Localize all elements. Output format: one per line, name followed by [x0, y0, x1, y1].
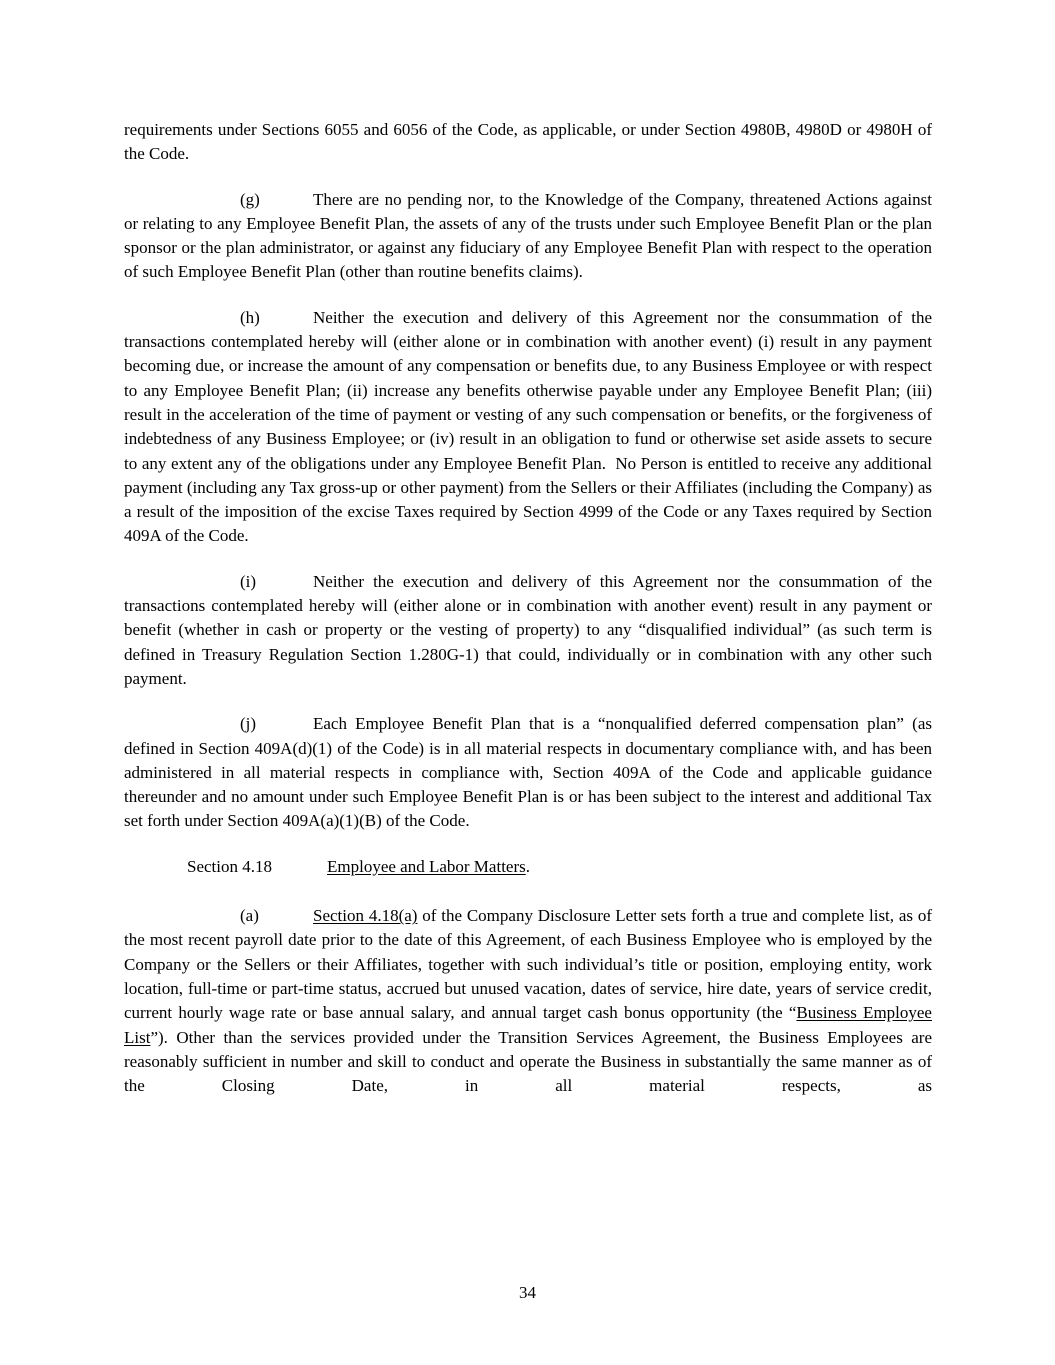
paragraph-g-label-tab	[240, 188, 313, 212]
paragraph-j	[124, 712, 932, 833]
paragraph-h-text: Neither the execution and delivery of this Agreement nor the consummation of the transactions contemplated hereby will (either alone or in combination with another event) (i) result in any payment becoming due, or increase the amount of any compensation or benefits due, to any Business Employee or with respect to any Employee Benefit Plan; (ii) increase any benefits otherwise payable under any Employee Benefit Plan; (iii) result in the acceleration of the time of payment or vesting of any such compensation or benefits, or the forgiveness of indebtedness of any Business Employee; or (iv) result in an obligation to fund or otherwise set aside assets to secure to any extent any of the obligations under any Employee Benefit Plan. No Person is entitled to receive any additional payment (including any Tax gross-up or other payment) from the Sellers or their Affiliates (including the Company) as a result of the imposition of the excise Taxes required by Section 4999 of the Code or any Taxes required by Section 409A of the Code.	[124, 307, 932, 546]
paragraph-g	[124, 188, 932, 285]
paragraph-continuation	[124, 118, 932, 167]
defined-term: Business Employee List	[124, 1003, 932, 1047]
paragraph-j-label-tab	[240, 712, 313, 736]
paragraph-j-label: (j)	[240, 714, 257, 734]
section-title: Employee and Labor Matters	[327, 856, 526, 876]
section-number: Section 4.18	[187, 856, 272, 876]
page-body	[124, 118, 932, 1119]
paragraph-a	[124, 904, 932, 1098]
section-heading	[124, 855, 932, 879]
paragraph-a-label-tab	[240, 904, 313, 928]
paragraph-g-text: There are no pending nor, to the Knowledge of the Company, threatened Actions against or relating to any Employee Benefit Plan, the assets of any of the trusts under such Employee Benefit Plan or the plan sponsor or the plan administrator, or against any fiduciary of any Employee Benefit Plan with respect to the operation of such Employee Benefit Plan (other than routine benefits claims).	[124, 189, 932, 282]
paragraph-h-label-tab	[240, 306, 313, 330]
paragraph-a-label: (a)	[240, 906, 259, 926]
paragraph-i-label: (i)	[240, 571, 257, 591]
paragraph-h-label: (h)	[240, 307, 260, 327]
page-number: 34	[519, 1283, 536, 1302]
section-title-period: .	[525, 856, 530, 876]
paragraph-a-text-2: ”). Other than the services provided under the Transition Services Agreement, the Business Employees are reasonably sufficient in number and skill to conduct and operate the Business in substantially the same manner as of the Closing Date, in all material respects, as	[124, 1027, 932, 1096]
section-reference: Section 4.18(a)	[313, 906, 418, 926]
paragraph-g-label: (g)	[240, 189, 260, 209]
section-number-tab	[187, 855, 327, 879]
paragraph-a-text-1: of the Company Disclosure Letter sets forth a true and complete list, as of the most recent payroll date prior to the date of this Agreement, of each Business Employee who is employed by the Company or the Sellers or their Affiliates, together with such individual’s title or position, employing entity, work location, full-time or part-time status, accrued but unused vacation, dates of service, hire date, years of service credit, current hourly wage rate or base annual salary, and annual target cash bonus opportunity (the “	[124, 906, 932, 1023]
paragraph-h	[124, 306, 932, 549]
paragraph-i-text: Neither the execution and delivery of this Agreement nor the consummation of the transactions contemplated hereby will (either alone or in combination with another event) result in any payment or benefit (whether in cash or property or the vesting of property) to any “disqualified individual” (as such term is defined in Treasury Regulation Section 1.280G-1) that could, individually or in combination with any other such payment.	[124, 571, 932, 688]
paragraph-i-label-tab	[240, 570, 313, 594]
paragraph-j-text: Each Employee Benefit Plan that is a “nonqualified deferred compensation plan” (as defined in Section 409A(d)(1) of the Code) is in all material respects in documentary compliance with, and has been administered in all material respects in compliance with, Section 409A of the Code and applicable guidance thereunder and no amount under such Employee Benefit Plan is or has been subject to the interest and additional Tax set forth under Section 409A(a)(1)(B) of the Code.	[124, 714, 932, 831]
paragraph-continuation-text: requirements under Sections 6055 and 6056 of the Code, as applicable, or under Section 4980B, 4980D or 4980H of the Code.	[124, 120, 932, 164]
paragraph-i	[124, 570, 932, 691]
